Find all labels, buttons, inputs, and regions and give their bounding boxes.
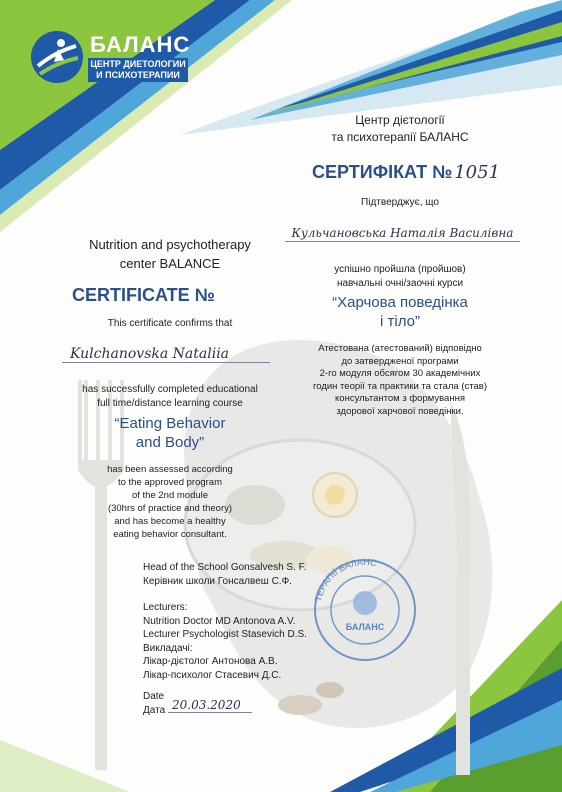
- ua-confirms: Підтверджує, що: [361, 197, 439, 208]
- stamp-ring-text: ТЕРАПІЇ БАЛАНС: [312, 556, 378, 603]
- en-confirms: This certificate confirms that: [107, 318, 233, 329]
- ua-org-name: [300, 112, 500, 146]
- en-certificate-title: CERTIFICATE №: [72, 285, 215, 305]
- official-stamp: [300, 555, 430, 665]
- logo-mark: [30, 30, 85, 85]
- en-org-line1: Nutrition and psychotherapy: [89, 237, 251, 252]
- en-org-name: [60, 235, 280, 273]
- lecturer-2-ua: Лікар-психолог Стасевич Д.С.: [143, 669, 282, 681]
- ua-recipient-name: Кульчановська Наталія Василівна: [285, 226, 520, 242]
- ua-course-line2: і тіло”: [380, 313, 420, 330]
- lecturers-ua-label: Викладачі:: [143, 642, 193, 654]
- en-completed: [60, 383, 280, 411]
- ua-completed: [300, 263, 500, 291]
- head-en: Head of the School Gonsalvesh S. F.: [143, 562, 307, 573]
- en-assessed-line: to the approved program: [117, 477, 223, 488]
- logo-brand: БАЛАНС: [90, 32, 191, 57]
- en-course-line2: and Body”: [135, 434, 205, 451]
- ua-org-line2: та психотерапії БАЛАНС: [331, 130, 469, 144]
- lecturers-block: [143, 601, 307, 682]
- certificate-number: 1051: [454, 162, 501, 183]
- ua-assessed-line: 2-го модуля обсягом 30 академічних: [319, 368, 481, 379]
- en-org-line2: center BALANCE: [119, 256, 221, 271]
- en-assessed-line: of the 2nd module: [131, 490, 209, 501]
- date-block: [143, 690, 165, 718]
- date-label-en: Date: [143, 691, 165, 702]
- en-assessed-line: eating behavior consultant.: [113, 529, 227, 540]
- ua-assessed-line: консультантом з формування: [335, 393, 465, 404]
- ua-completed-line: успішно пройшла (пройшов): [334, 264, 466, 275]
- lecturer-2: Lecturer Psychologist Stasevich D.S.: [143, 629, 307, 640]
- en-assessed-line: has been assessed according: [107, 464, 233, 475]
- en-assessed-line: and has become a healthy: [114, 516, 226, 527]
- head-ua: Керівник школи Гонсалвеш С.Ф.: [143, 576, 292, 587]
- lecturer-1: Nutrition Doctor MD Antonova A.V.: [143, 615, 296, 627]
- ua-assessed-line: до затвердженої програми: [341, 355, 459, 367]
- lecturer-1-ua: Лікар-дієтолог Антонова А.В.: [143, 656, 278, 667]
- en-assessed-text: [95, 463, 245, 541]
- en-assessed-line: (30hrs of practice and theory): [107, 503, 233, 514]
- ua-assessed-text: [282, 343, 518, 418]
- date-value: 20.03.2020: [168, 698, 252, 713]
- en-course-line1: “Eating Behavior: [114, 415, 226, 432]
- lecturers-label: Lecturers:: [143, 602, 188, 613]
- ua-study-form: навчальні очні/заочні курси: [336, 278, 464, 289]
- logo-subtitle-line1: ЦЕНТР ДИЕТОЛОГИИ: [90, 59, 186, 69]
- ua-assessed-line: Атестована (атестований) відповідно: [318, 343, 482, 354]
- balance-logo-icon: [30, 30, 85, 85]
- logo-subtitle-line2: И ПСИХОТЕРАПИИ: [96, 70, 180, 80]
- stamp-logo-icon: [353, 591, 377, 615]
- ua-certificate-title: [312, 162, 500, 183]
- ua-course-line1: “Харчова поведінка: [332, 294, 468, 311]
- en-completed-line2: full time/distance learning course: [97, 398, 243, 409]
- logo-subtitle: [88, 58, 188, 82]
- head-of-school: [143, 561, 306, 589]
- ua-course-title: [300, 293, 500, 331]
- en-recipient-name: Kulchanovska Nataliia: [62, 346, 270, 363]
- date-label-ua: Дата: [143, 705, 166, 716]
- ua-assessed-line: здорової харчової поведінки.: [336, 405, 464, 417]
- ua-assessed-line: годин теорії та практики та стала (став): [312, 380, 487, 392]
- stamp-brand: БАЛАНС: [345, 622, 385, 632]
- en-completed-line1: has successfully completed educational: [82, 384, 258, 395]
- ua-org-line1: Центр дієтології: [355, 113, 445, 127]
- en-course-title: [60, 414, 280, 452]
- ua-title-label: СЕРТИФІКАТ №: [312, 162, 453, 182]
